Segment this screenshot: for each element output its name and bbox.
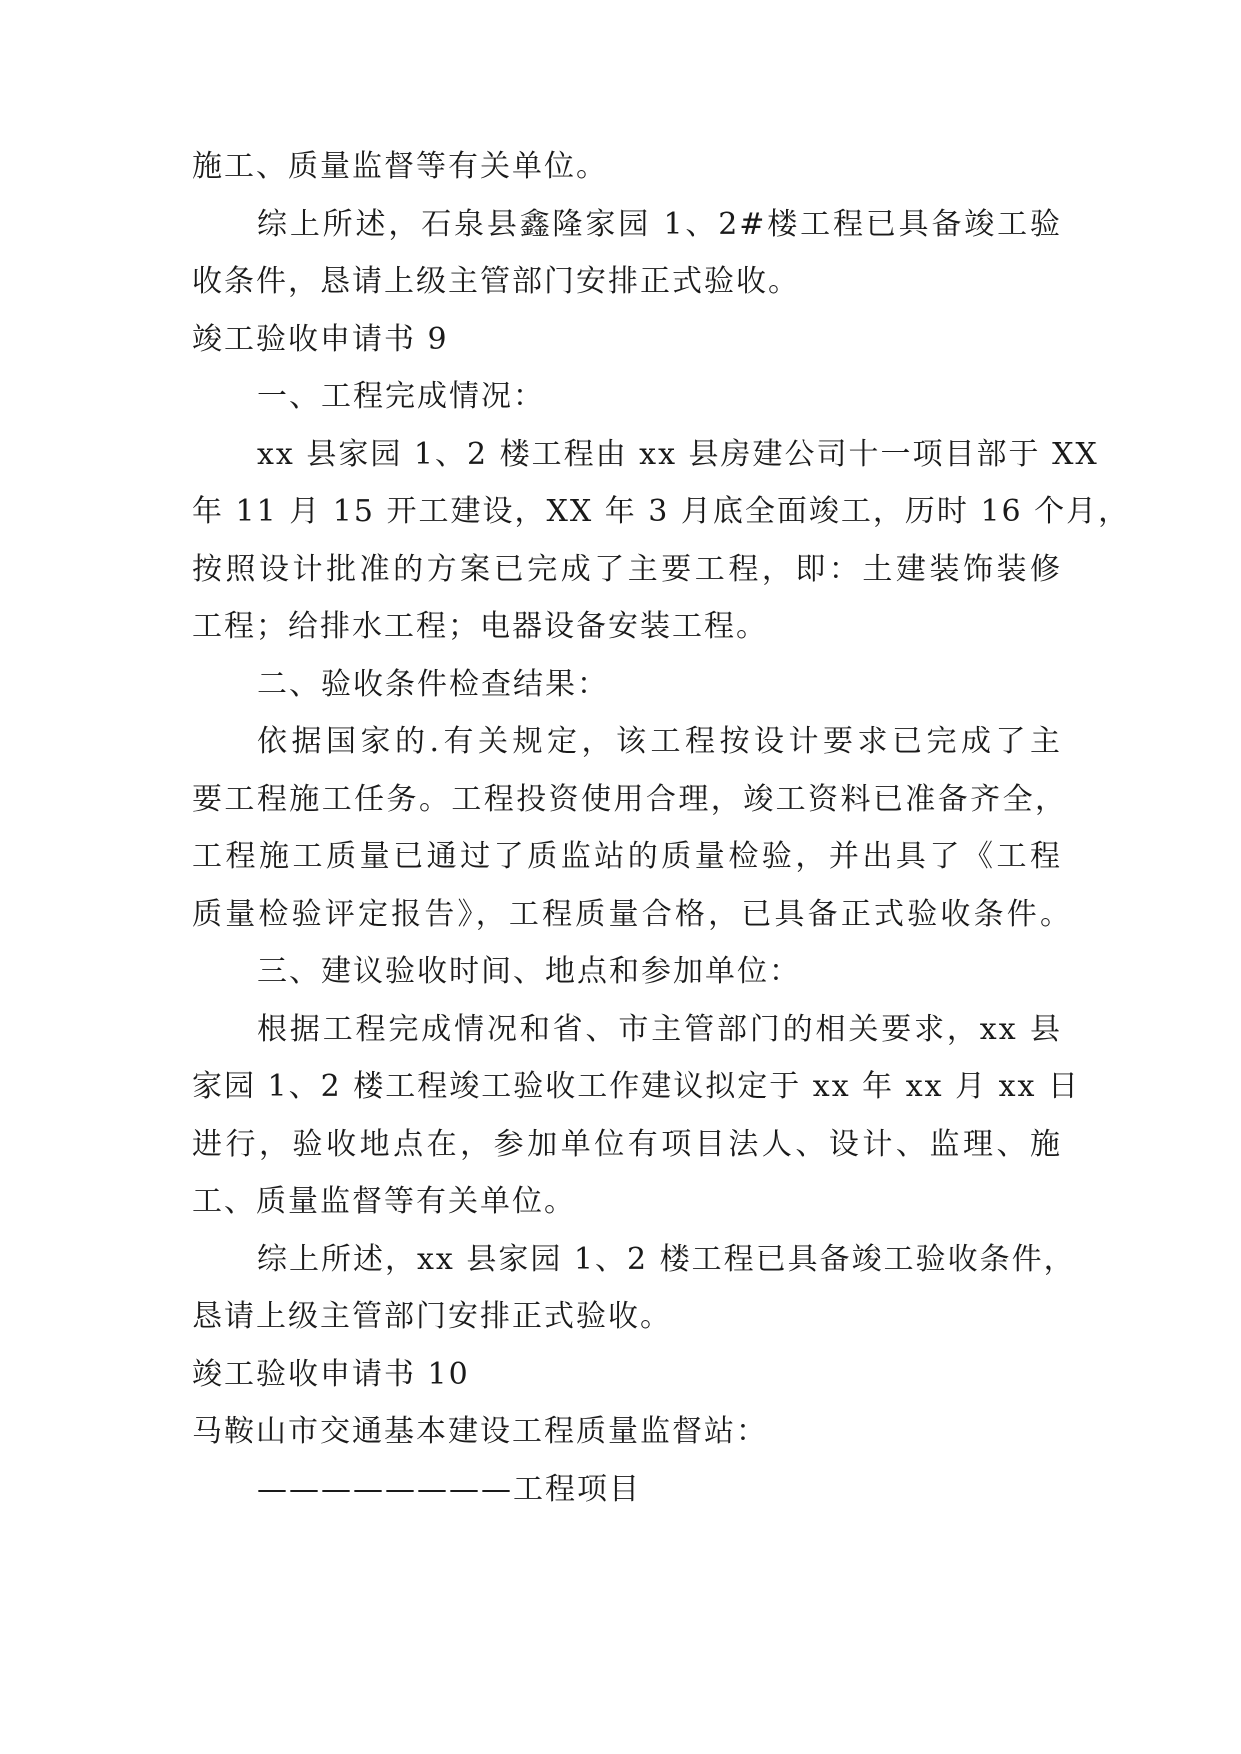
text-line: 马鞍山市交通基本建设工程质量监督站： [192,1414,768,1449]
text-line: 家园 1、2 楼工程竣工验收工作建议拟定于 xx 年 xx 月 xx 日 [192,1069,1080,1104]
text-line: 工程；给排水工程；电器设备安装工程。 [192,609,768,644]
text-line: 质量检验评定报告》，工程质量合格，已具备正式验收条件。 [192,897,1072,932]
text-line: 收条件，恳请上级主管部门安排正式验收。 [192,264,800,299]
text-line: 工程施工质量已通过了质监站的质量检验，并出具了《工程 [192,839,1062,874]
subsection-heading: 三、建议验收时间、地点和参加单位： [257,954,801,989]
text-line: 综上所述，xx 县家园 1、2 楼工程已具备竣工验收条件， [257,1242,1076,1277]
text-line: 依据国家的.有关规定，该工程按设计要求已完成了主 [257,724,1062,759]
text-line: 恳请上级主管部门安排正式验收。 [192,1299,672,1334]
text-line: xx 县家园 1、2 楼工程由 xx 县房建公司十一项目部于 XX [257,437,1099,472]
text-line: 按照设计批准的方案已完成了主要工程，即：土建装饰装修 [192,552,1062,587]
text-line: 年 11 月 15 开工建设，XX 年 3 月底全面竣工，历时 16 个月， [192,494,1131,529]
text-line: 施工、质量监督等有关单位。 [192,149,608,184]
text-line: ————————工程项目 [257,1472,641,1507]
section-heading: 竣工验收申请书 9 [192,322,449,357]
text-line: 根据工程完成情况和省、市主管部门的相关要求，xx 县 [257,1012,1062,1047]
section-heading: 竣工验收申请书 10 [192,1357,470,1392]
subsection-heading: 二、验收条件检查结果： [257,667,609,702]
text-line: 工、质量监督等有关单位。 [192,1184,576,1219]
subsection-heading: 一、工程完成情况： [257,379,545,414]
text-line: 要工程施工任务。工程投资使用合理，竣工资料已准备齐全， [192,782,1067,817]
text-line: 进行，验收地点在，参加单位有项目法人、设计、监理、施 [192,1127,1062,1162]
text-line: 综上所述，石泉县鑫隆家园 1、2#楼工程已具备竣工验 [257,207,1062,242]
